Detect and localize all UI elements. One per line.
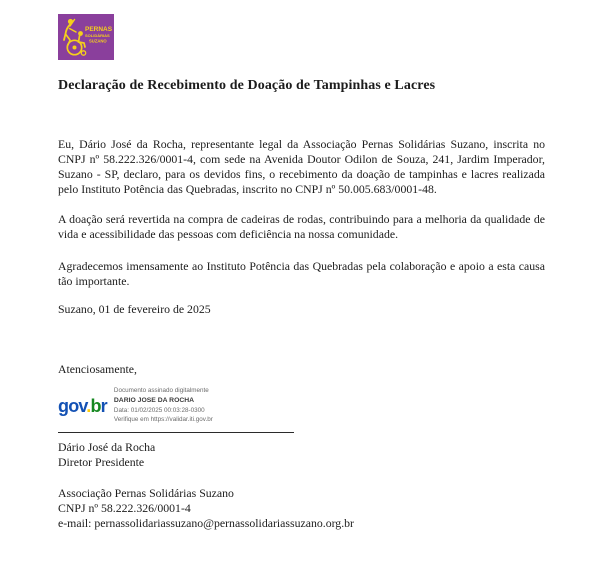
paragraph-declaration: Eu, Dário José da Rocha, representante legal da Associação Pernas Solidárias Suzano, inscrita no CNPJ nº 58.222.326/0001-4, com sede na Avenida Doutor Odilon de Souza, 241, Jardim Imperador, Suzano - SP, declaro, para os devidos fins, o recebimento da doação de tampinhas e lacres realizada pelo Instituto Potência das Quebradas, inscrito no CNPJ nº 50.005.683/0001-48. — [58, 137, 545, 196]
logo-text-line1: PERNAS — [85, 26, 113, 33]
org-logo — [58, 14, 114, 60]
document-title: Declaração de Recebimento de Doação de Tampinhas e Lacres — [58, 78, 436, 93]
logo-text-line2: SOLIDÁRIAS — [85, 33, 110, 38]
govbr-logo-dot: . — [86, 395, 91, 416]
signer-role: Diretor Presidente — [58, 455, 145, 469]
signer-name: Dário José da Rocha — [58, 440, 156, 454]
stamp-text-block — [114, 387, 213, 424]
paragraph-thanks: Agradecemos imensamente ao Instituto Potência das Quebradas pela colaboração e apoio a esta causa tão importante. — [58, 259, 545, 288]
govbr-logo-b: b — [90, 395, 101, 416]
date-line: Suzano, 01 de fevereiro de 2025 — [58, 302, 211, 316]
govbr-signature-stamp — [58, 387, 545, 424]
closing-line: Atenciosamente, — [58, 362, 137, 376]
document-content — [58, 14, 545, 531]
footer-block — [58, 486, 545, 531]
govbr-logo-r: r — [100, 395, 107, 416]
stamp-signer-name: DARIO JOSE DA ROCHA — [113, 397, 195, 404]
stamp-verify-url: Verifique em https://validar.iti.gov.br — [113, 415, 213, 423]
paragraph-donation-purpose: A doação será revertida na compra de cadeiras de rodas, contribuindo para a melhoria da qualidade de vida e acessibilidade das pessoas com deficiência na nossa comunidade. — [58, 212, 545, 241]
govbr-logo-gov: gov — [58, 395, 87, 416]
footer-cnpj: CNPJ nº 58.222.326/0001-4 — [58, 501, 191, 515]
signature-line — [58, 432, 294, 433]
govbr-logo — [58, 397, 107, 415]
logo-text-line3: SUZANO — [89, 38, 107, 44]
footer-email: e-mail: pernassolidariassuzano@pernassolidariassuzano.org.br — [58, 516, 354, 530]
stamp-note: Documento assinado digitalmente — [113, 387, 209, 394]
stamp-date: Data: 01/02/2025 00:03:28-0300 — [113, 407, 205, 414]
footer-org-name: Associação Pernas Solidárias Suzano — [58, 486, 234, 500]
